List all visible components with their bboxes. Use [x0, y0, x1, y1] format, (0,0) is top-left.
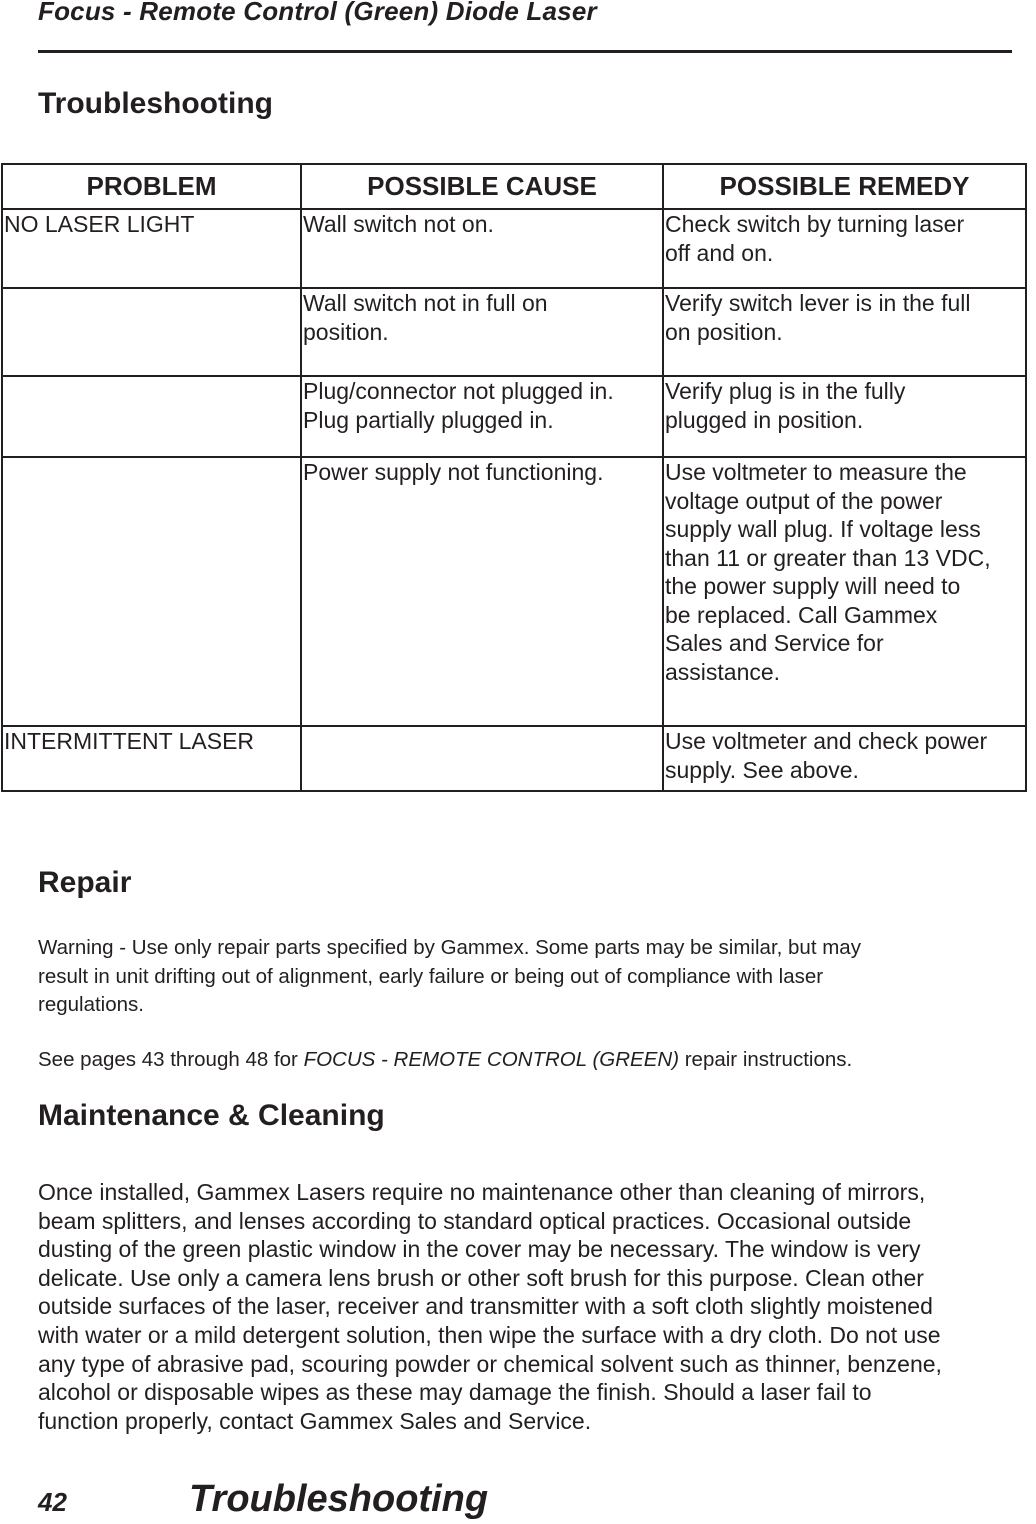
page-number: 42	[38, 1487, 67, 1517]
repair-see-pages	[38, 1046, 852, 1075]
troubleshooting-table	[1, 163, 1027, 792]
table-row	[2, 726, 1026, 791]
table-row	[2, 288, 1026, 376]
remedy-cell: Use voltmeter to measure the voltage output of the power supply wall plug. If voltage less than 11 or greater than 13 VDC, the power supply will need to be replaced. Call Gammex Sales and Service for assistance.	[663, 457, 1026, 726]
see-pages-product-name: FOCUS - REMOTE CONTROL (GREEN)	[303, 1048, 680, 1071]
problem-cell: INTERMITTENT LASER	[2, 726, 301, 791]
table-row	[2, 376, 1026, 457]
remedy-cell: Use voltmeter and check power supply. See above.	[663, 726, 1026, 791]
see-pages-prefix: See pages 43 through 48 for	[38, 1048, 304, 1071]
remedy-cell: Verify switch lever is in the full on position.	[663, 288, 1026, 376]
cause-cell: Wall switch not on.	[301, 209, 663, 288]
cause-cell	[301, 726, 663, 791]
table-row	[2, 457, 1026, 726]
troubleshooting-heading: Troubleshooting	[38, 87, 273, 120]
table-header-row	[2, 164, 1026, 209]
remedy-cell: Check switch by turning laser off and on.	[663, 209, 1026, 288]
column-header-remedy: POSSIBLE REMEDY	[663, 164, 1026, 209]
maintenance-heading: Maintenance & Cleaning	[38, 1099, 385, 1132]
problem-cell	[2, 457, 301, 726]
column-header-cause: POSSIBLE CAUSE	[301, 164, 663, 209]
page-header-title: Focus - Remote Control (Green) Diode Laser	[38, 0, 597, 26]
problem-cell	[2, 288, 301, 376]
cause-cell: Wall switch not in full on position.	[301, 288, 663, 376]
table-row	[2, 209, 1026, 288]
remedy-cell: Verify plug is in the fully plugged in position.	[663, 376, 1026, 457]
repair-heading: Repair	[38, 866, 132, 899]
maintenance-body-text: Once installed, Gammex Lasers require no maintenance other than cleaning of mirrors, beam splitters, and lenses according to standard optical practices. Occasional outside dusting of the green plastic window in the cover may be necessary. The window is very delicate. Use only a camera lens brush or other soft brush for this purpose. Clean other outside surfaces of the laser, receiver and transmitter with a soft cloth slightly moistened with water or a mild detergent solution, then wipe the surface with a dry cloth. Do not use any type of abrasive pad, scouring powder or chemical solvent such as thinner, benzene, alcohol or disposable wipes as these may damage the finish. Should a laser fail to function properly, contact Gammex Sales and Service.	[38, 1179, 942, 1434]
column-header-problem: PROBLEM	[2, 164, 301, 209]
see-pages-suffix: repair instructions.	[679, 1048, 853, 1071]
cause-cell: Plug/connector not plugged in. Plug partially plugged in.	[301, 376, 663, 457]
problem-cell	[2, 376, 301, 457]
problem-cell: NO LASER LIGHT	[2, 209, 301, 288]
header-rule	[38, 50, 1012, 53]
repair-warning-text: Warning - Use only repair parts specified by Gammex. Some parts may be similar, but may result in unit drifting out of alignment, early failure or being out of compliance with laser regulations.	[38, 936, 861, 1016]
footer-section-title: Troubleshooting	[189, 1478, 489, 1520]
cause-cell: Power supply not functioning.	[301, 457, 663, 726]
